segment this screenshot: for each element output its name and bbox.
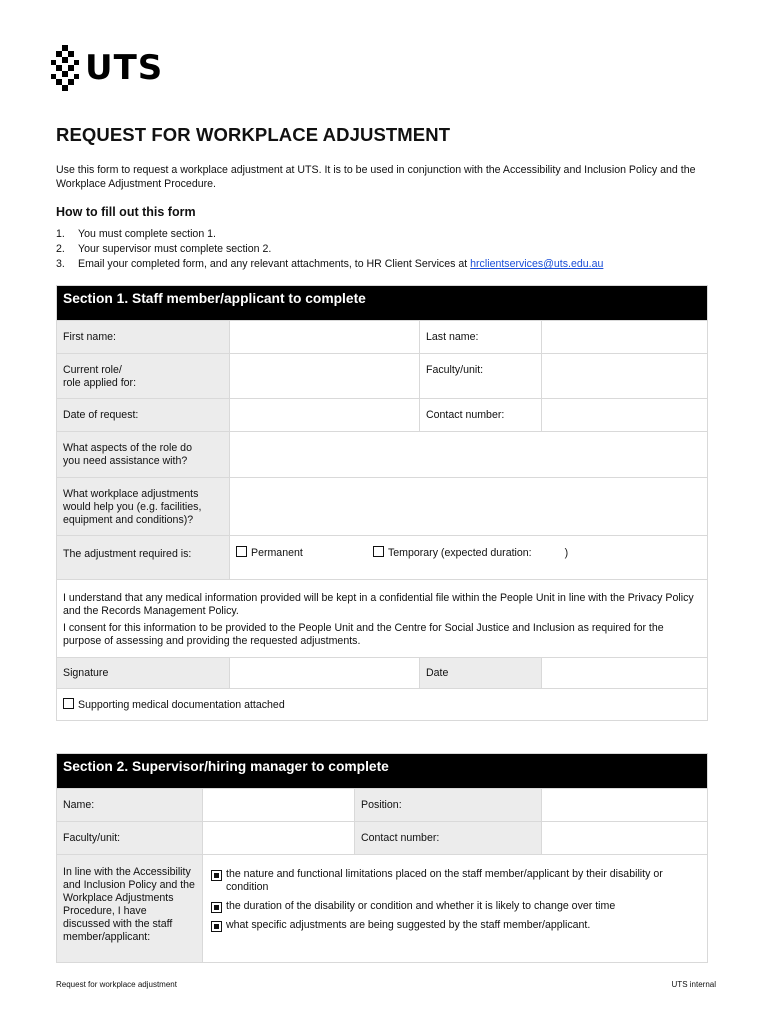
table-row xyxy=(57,478,708,536)
signature-label: Signature xyxy=(57,658,230,689)
section2-table xyxy=(56,753,708,963)
logo-wordmark: UTS xyxy=(85,48,164,88)
table-row xyxy=(57,321,708,354)
label-line: equipment and conditions)? xyxy=(63,514,194,526)
aspects-field[interactable] xyxy=(230,432,708,478)
aspects-label xyxy=(57,432,230,478)
list-item xyxy=(211,868,701,894)
faculty-unit-field[interactable] xyxy=(542,354,708,399)
table-row xyxy=(57,822,708,855)
contact-number-label: Contact number: xyxy=(420,399,542,432)
discussed-items xyxy=(203,855,708,963)
table-row xyxy=(57,658,708,689)
table-row xyxy=(57,354,708,399)
form-title: REQUEST FOR WORKPLACE ADJUSTMENT xyxy=(56,124,451,145)
faculty-unit-field[interactable] xyxy=(203,822,355,855)
contact-number-label: Contact number: xyxy=(355,822,542,855)
faculty-unit-label: Faculty/unit: xyxy=(57,822,203,855)
understand-text: I understand that any medical information provided will be kept in a confidential file within the People Unit in line with the Privacy Policy and the Records Management Policy. xyxy=(63,592,694,617)
label-line: role applied for: xyxy=(63,377,137,389)
adjustment-required-label: The adjustment required is: xyxy=(57,536,230,580)
section1-table xyxy=(56,285,708,721)
table-row xyxy=(57,536,708,580)
uts-crest-icon xyxy=(51,45,79,91)
footer-right: UTS internal xyxy=(671,980,716,989)
checked-checkbox[interactable] xyxy=(211,921,222,932)
supporting-docs-row xyxy=(57,689,708,721)
first-name-field[interactable] xyxy=(230,321,420,354)
supporting-docs-checkbox[interactable] xyxy=(63,698,74,709)
last-name-field[interactable] xyxy=(542,321,708,354)
adjustments-field[interactable] xyxy=(230,478,708,536)
permanent-label: Permanent xyxy=(251,547,303,559)
table-row xyxy=(57,580,708,658)
table-row xyxy=(57,432,708,478)
step-text: Your supervisor must complete section 2. xyxy=(78,243,272,256)
name-field[interactable] xyxy=(203,789,355,822)
instruction-steps xyxy=(56,227,603,273)
hr-email-link[interactable]: hrclientservices@uts.edu.au xyxy=(470,258,604,271)
current-role-field[interactable] xyxy=(230,354,420,399)
date-of-request-field[interactable] xyxy=(230,399,420,432)
section2-header xyxy=(57,754,708,789)
section2-heading: Section 2. Supervisor/hiring manager to complete xyxy=(57,754,708,789)
section1-header xyxy=(57,286,708,321)
checked-checkbox[interactable] xyxy=(211,902,222,913)
consent-text: I consent for this information to be provided to the People Unit and the Centre for Social Justice and Inclusion as required for the purpose of assessing and providing the requested adjustments. xyxy=(63,622,664,647)
supporting-docs-label: Supporting medical documentation attached xyxy=(78,698,285,711)
table-row xyxy=(57,789,708,822)
list-item xyxy=(211,900,701,913)
contact-number-field[interactable] xyxy=(542,822,708,855)
temporary-close: ) xyxy=(564,547,569,559)
section1-heading: Section 1. Staff member/applicant to complete xyxy=(57,286,708,321)
table-row xyxy=(57,689,708,721)
current-role-label xyxy=(57,354,230,399)
step-item xyxy=(56,257,603,272)
date-field[interactable] xyxy=(542,658,708,689)
step-item xyxy=(56,227,603,242)
faculty-unit-label: Faculty/unit: xyxy=(420,354,542,399)
temporary-label: Temporary (expected duration: xyxy=(387,547,532,559)
adjustments-label xyxy=(57,478,230,536)
position-field[interactable] xyxy=(542,789,708,822)
contact-number-field[interactable] xyxy=(542,399,708,432)
signature-field[interactable] xyxy=(230,658,420,689)
intro-text: Use this form to request a workplace adjustment at UTS. It is to be used in conjunction with the Accessibility and Inclusion Policy and the Workplace Adjustment Procedure. xyxy=(56,164,696,190)
adjustment-type-options xyxy=(230,536,708,580)
step-text: You must complete section 1. xyxy=(78,228,216,240)
label-line: What aspects of the role do xyxy=(63,442,192,454)
step-number: 2. xyxy=(56,243,65,256)
list-item xyxy=(211,919,701,932)
table-row xyxy=(57,399,708,432)
permanent-checkbox[interactable] xyxy=(236,546,247,557)
discussed-item-text: what specific adjustments are being suggested by the staff member/applicant. xyxy=(226,919,591,931)
discussed-item-text: the nature and functional limitations placed on the staff member/applicant by their disability or condition xyxy=(226,868,663,893)
last-name-label: Last name: xyxy=(420,321,542,354)
temporary-checkbox[interactable] xyxy=(373,546,384,557)
discussed-item-text: the duration of the disability or condition and whether it is likely to change over time xyxy=(226,900,616,912)
uts-logo xyxy=(51,45,163,91)
label-line: would help you (e.g. facilities, xyxy=(63,501,202,513)
label-line: you need assistance with? xyxy=(63,455,188,467)
consent-statements xyxy=(57,580,708,658)
label-line: Current role/ xyxy=(63,364,122,376)
discussed-label: In line with the Accessibility and Inclusion Policy and the Workplace Adjustments Procedure, I have discussed with the staff member/applicant: xyxy=(57,855,203,963)
table-row xyxy=(57,855,708,963)
step-item xyxy=(56,242,603,257)
position-label: Position: xyxy=(355,789,542,822)
step-number: 3. xyxy=(56,258,65,271)
date-of-request-label: Date of request: xyxy=(57,399,230,432)
checked-checkbox[interactable] xyxy=(211,870,222,881)
first-name-label: First name: xyxy=(57,321,230,354)
name-label: Name: xyxy=(57,789,203,822)
how-to-heading: How to fill out this form xyxy=(56,205,196,219)
step-number: 1. xyxy=(56,228,65,240)
footer-left: Request for workplace adjustment xyxy=(56,980,177,989)
date-label: Date xyxy=(420,658,542,689)
label-line: What workplace adjustments xyxy=(63,488,199,500)
step-text: Email your completed form, and any relevant attachments, to HR Client Services at xyxy=(78,258,471,271)
